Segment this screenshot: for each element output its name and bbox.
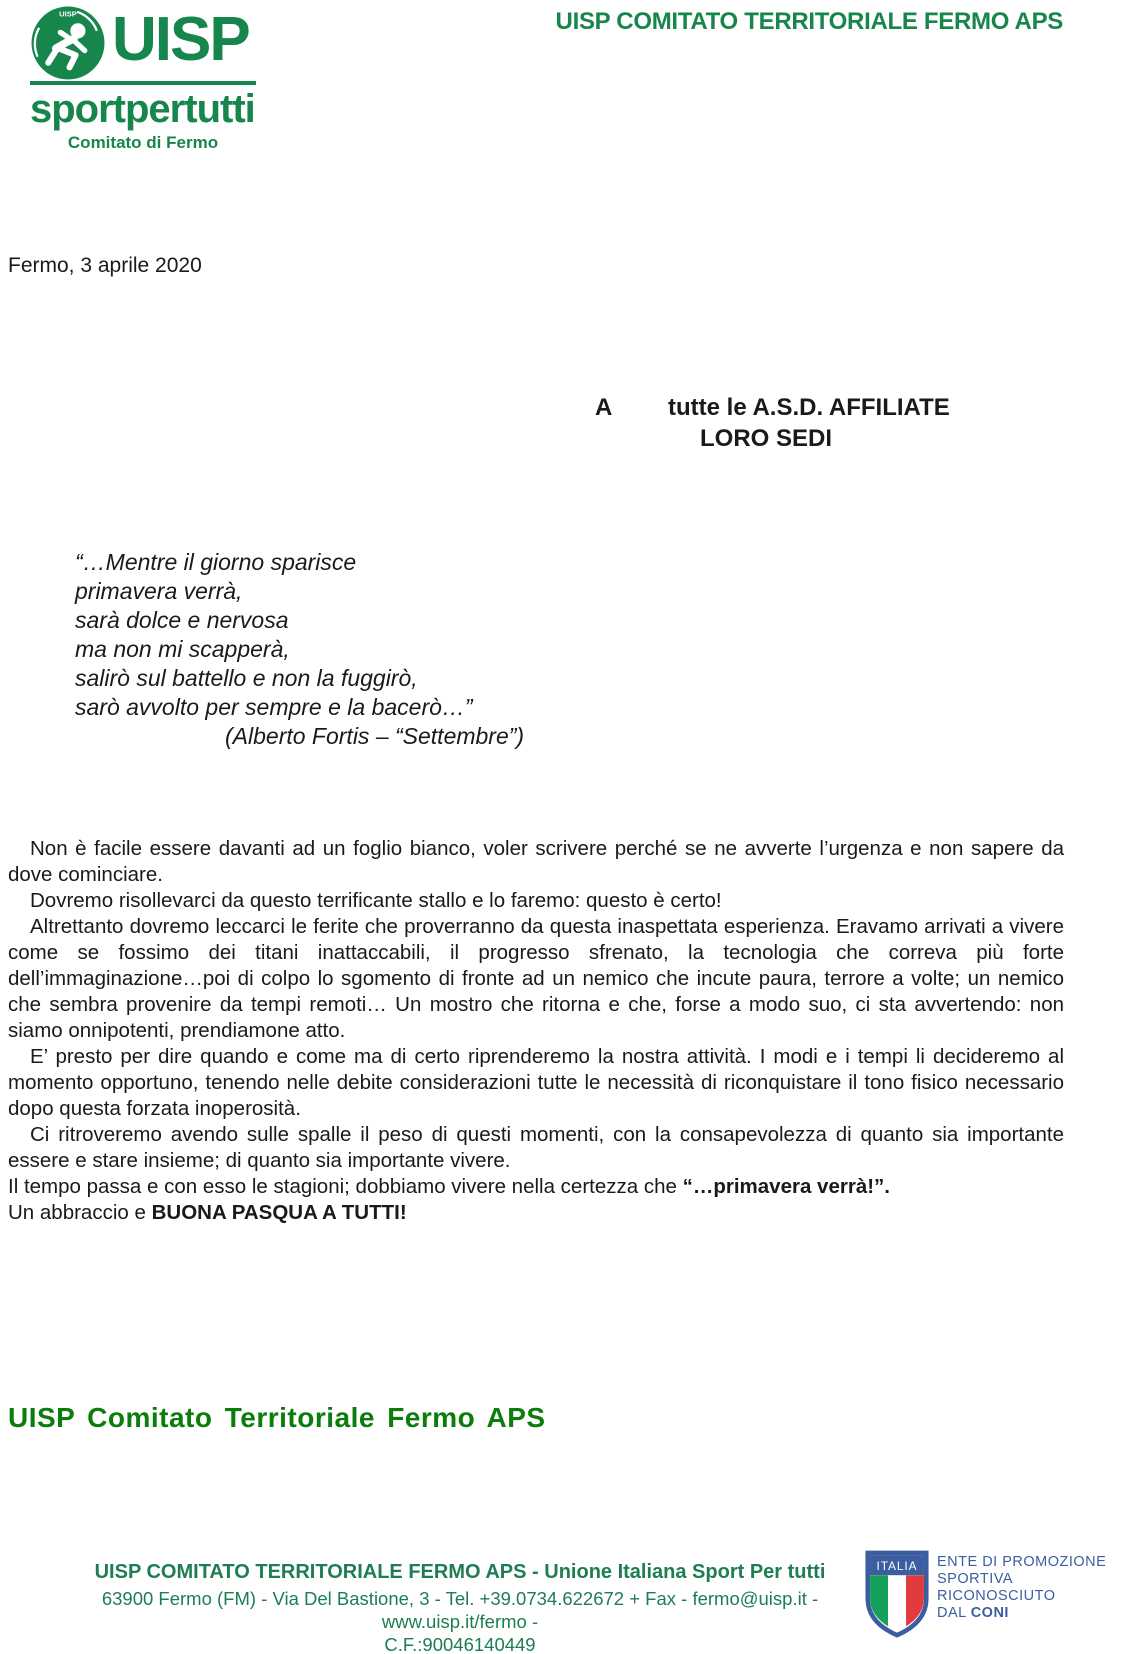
coni-text-line	[937, 1605, 1106, 1622]
date-line: Fermo, 3 aprile 2020	[8, 254, 202, 277]
recipient-block	[595, 392, 950, 454]
poem-attribution: (Alberto Fortis – “Settembre”)	[225, 723, 525, 749]
paragraph-1: Non è facile essere davanti ad un foglio bianco, voler scrivere perché se ne avverte l’urgenza e non sapere da dove cominciare.	[8, 837, 1064, 886]
svg-text:UISP: UISP	[59, 9, 77, 19]
closing-line	[8, 1200, 1064, 1226]
footer-org-line: UISP COMITATO TERRITORIALE FERMO APS - Unione Italiana Sport Per tutti	[94, 1561, 826, 1583]
paragraph-2: Dovremo risollevarci da questo terrificante stallo e lo faremo: questo è certo!	[30, 889, 722, 912]
coni-text	[937, 1554, 1106, 1622]
footer-address-line: 63900 Fermo (FM) - Via Del Bastione, 3 - Tel. +39.0734.622672 + Fax - fermo@uisp.it - www.uisp.it/fermo -	[101, 1588, 819, 1632]
poem-line: ma non mi scapperà,	[75, 636, 290, 662]
coni-name: CONI	[970, 1605, 1009, 1621]
coni-text-line: SPORTIVA	[937, 1571, 1013, 1587]
paragraph-4: E’ presto per dire quando e come ma di certo riprenderemo la nostra attività. I modi e i tempi li decideremo al momento opportuno, tenendo nelle debite considerazioni tutte le necessità di riconquistare il tono fisico necessario dopo questa forzata inoperosità.	[8, 1045, 1064, 1120]
closing-emphasis: BUONA PASQUA A TUTTI!	[151, 1201, 407, 1224]
header-title: UISP COMITATO TERRITORIALE FERMO APS	[555, 8, 1063, 35]
svg-text:ITALIA: ITALIA	[876, 1559, 918, 1574]
uisp-sprinter-icon	[30, 5, 106, 81]
logo-acronym: UISP	[112, 5, 249, 74]
poem-line: sarò avvolto per sempre e la bacerò…”	[75, 694, 473, 720]
recipient-prefix: A	[595, 394, 613, 421]
coni-italia-shield-icon	[865, 1550, 929, 1638]
coni-text-line: ENTE DI PROMOZIONE	[937, 1554, 1107, 1570]
signature: UISP Comitato Territoriale Fermo APS	[8, 1402, 546, 1433]
paragraph-3: Altrettanto dovremo leccarci le ferite che proverranno da questa inaspettata esperienza. Eravamo arrivati a vivere come se fossimo dei titani inattaccabili, il progresso sfrenato, la tecnologia che correva più forte dell’immaginazione…poi di colpo lo sgomento di fronte ad un nemico che incute paura, terrore a volte; un nemico che sembra provenire da tempi remoti… Un mostro che ritorna e che, forse a modo suo, ci sta avvertendo: non siamo onnipotenti, prendiamone atto.	[8, 915, 1064, 1042]
logo-committee: Comitato di Fermo	[67, 133, 219, 152]
paragraph-6-text: Il tempo passa e con esso le stagioni; dobbiamo vivere nella certezza che	[8, 1175, 683, 1198]
uisp-logo	[30, 5, 270, 153]
paragraph-6	[8, 1174, 1064, 1200]
coni-text-line: RICONOSCIUTO	[937, 1588, 1056, 1604]
poem-quote	[75, 548, 524, 751]
coni-dal: DAL	[937, 1605, 971, 1621]
poem-line: “…Mentre il giorno sparisce	[75, 549, 357, 575]
poem-line: sarà dolce e nervosa	[75, 607, 289, 633]
logo-tagline: sportpertutti	[30, 87, 255, 131]
poem-line: primavera verrà,	[75, 578, 243, 604]
poem-line: salirò sul battello e non la fuggirò,	[75, 665, 418, 691]
recipient-line1: tutte le A.S.D. AFFILIATE	[668, 394, 950, 421]
coni-recognition	[865, 1550, 1125, 1638]
paragraph-6-emphasis: “…primavera verrà!”.	[682, 1175, 890, 1198]
footer-fiscal-code: C.F.:90046140449	[384, 1634, 536, 1654]
logo-divider	[30, 81, 256, 85]
footer-contact-block	[60, 1560, 860, 1654]
paragraph-5: Ci ritroveremo avendo sulle spalle il peso di questi momenti, con la consapevolezza di quanto sia importante essere e stare insieme; di quanto sia importante vivere.	[8, 1123, 1064, 1172]
letter-body	[8, 836, 1064, 1226]
recipient-line2: LORO SEDI	[700, 425, 833, 452]
closing-text: Un abbraccio e	[8, 1201, 152, 1224]
